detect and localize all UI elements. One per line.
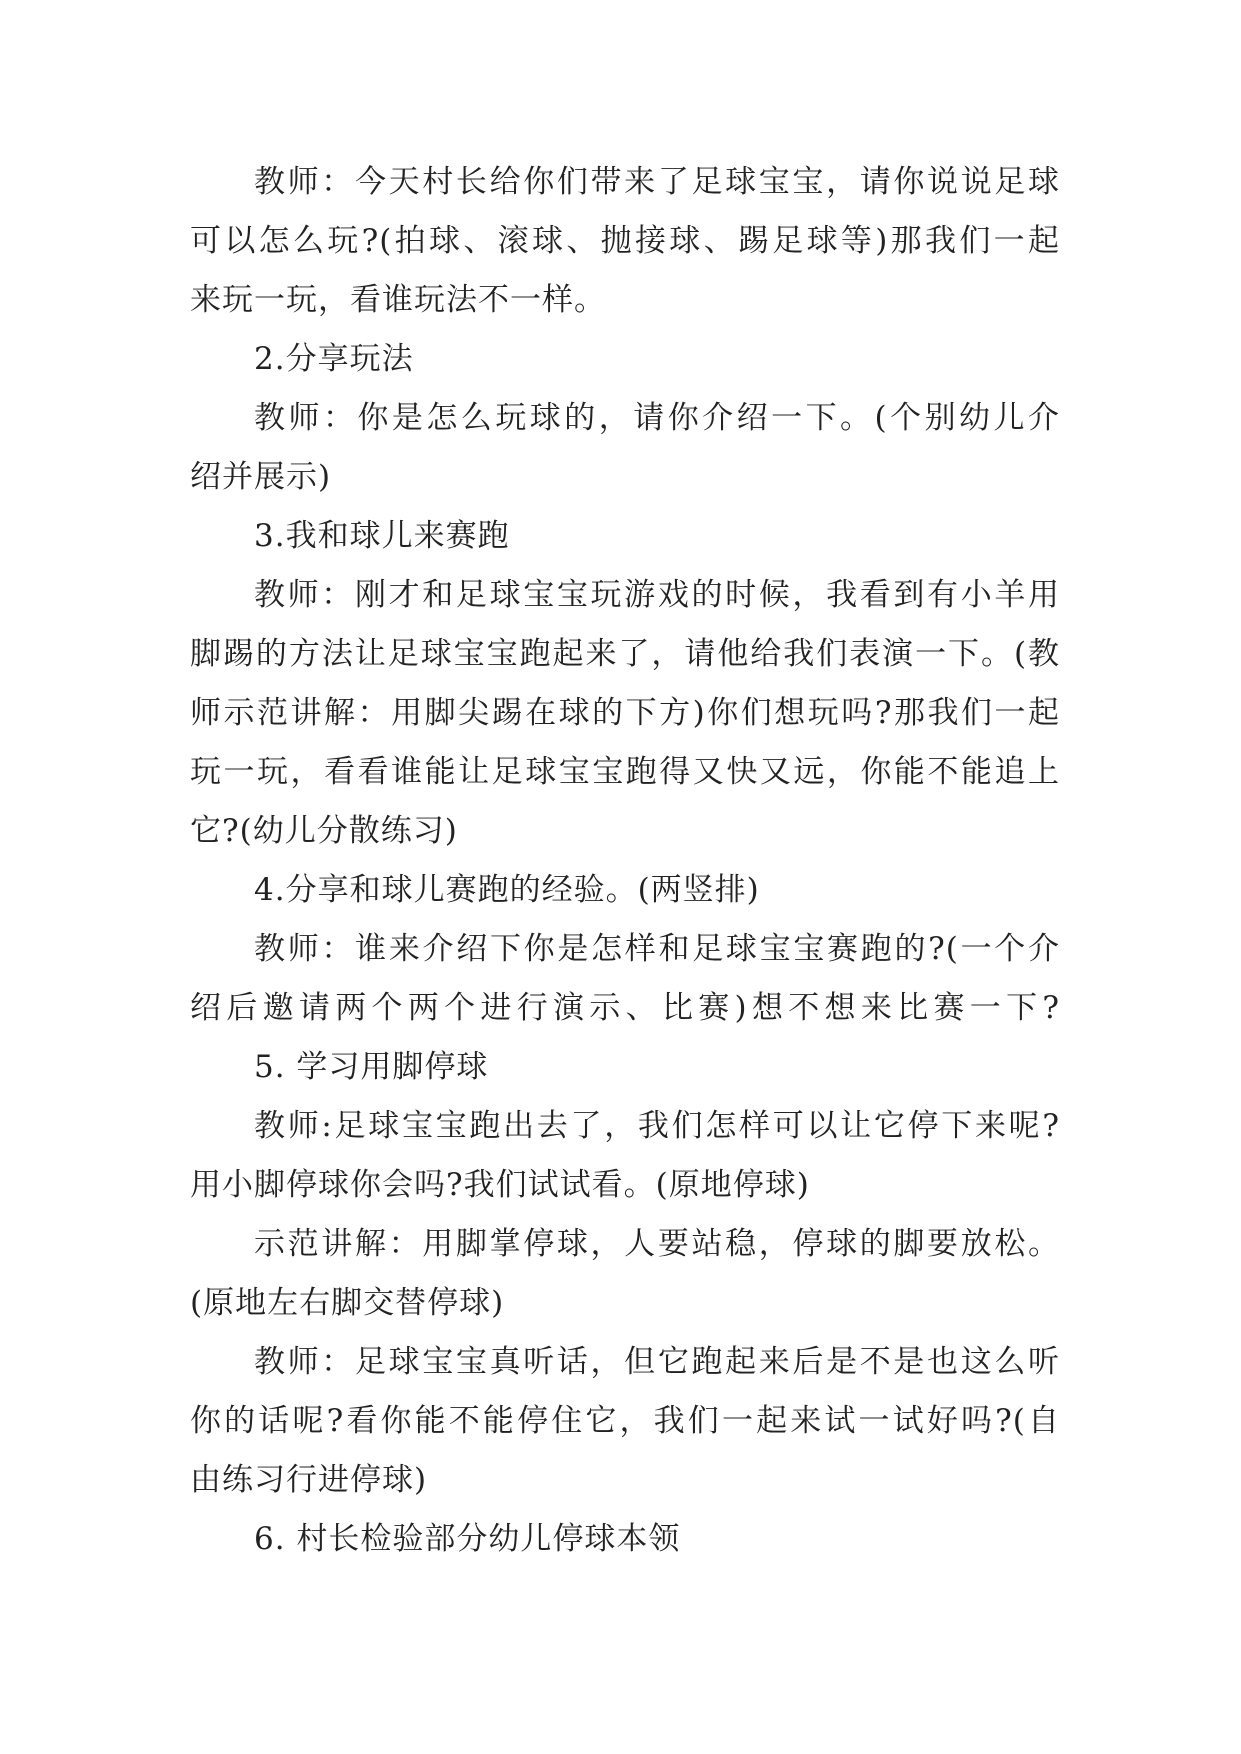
text-line: 可以怎么玩?(拍球、滚球、抛接球、踢足球等)那我们一起 — [190, 223, 1060, 259]
text-line: 示范讲解：用脚掌停球，人要站稳，停球的脚要放松。 — [254, 1226, 1060, 1262]
text-line: (原地左右脚交替停球) — [190, 1285, 505, 1321]
text-line: 用小脚停球你会吗?我们试试看。(原地停球) — [190, 1167, 810, 1203]
text-line: 教师：今天村长给你们带来了足球宝宝，请你说说足球 — [254, 164, 1060, 200]
text-line: 4.分享和球儿赛跑的经验。(两竖排) — [254, 872, 760, 908]
text-line: 它?(幼儿分散练习) — [190, 813, 458, 849]
text-line: 师示范讲解：用脚尖踢在球的下方)你们想玩吗?那我们一起 — [190, 695, 1060, 731]
text-line: 6. 村长检验部分幼儿停球本领 — [254, 1521, 681, 1557]
text-line: 来玩一玩，看谁玩法不一样。 — [190, 282, 606, 318]
text-line: 教师：刚才和足球宝宝玩游戏的时候，我看到有小羊用 — [254, 577, 1060, 613]
text-line: 教师：谁来介绍下你是怎样和足球宝宝赛跑的?(一个介 — [254, 931, 1060, 967]
text-line: 教师:足球宝宝跑出去了，我们怎样可以让它停下来呢? — [254, 1108, 1060, 1144]
text-line: 脚踢的方法让足球宝宝跑起来了，请他给我们表演一下。(教 — [190, 636, 1060, 672]
text-line: 5. 学习用脚停球 — [254, 1049, 489, 1085]
text-line: 绍并展示) — [190, 459, 332, 495]
text-line: 2.分享玩法 — [254, 341, 414, 377]
text-line: 玩一玩，看看谁能让足球宝宝跑得又快又远，你能不能追上 — [190, 754, 1060, 790]
text-line: 3.我和球儿来赛跑 — [254, 518, 510, 554]
text-line: 你的话呢?看你能不能停住它，我们一起来试一试好吗?(自 — [190, 1403, 1060, 1439]
text-line: 绍后邀请两个两个进行演示、比赛)想不想来比赛一下? — [190, 990, 1060, 1026]
text-line: 教师：你是怎么玩球的，请你介绍一下。(个别幼儿介 — [254, 400, 1060, 436]
text-line: 教师：足球宝宝真听话，但它跑起来后是不是也这么听 — [254, 1344, 1060, 1380]
document-page — [190, 153, 1060, 1569]
text-line: 由练习行进停球) — [190, 1462, 428, 1498]
